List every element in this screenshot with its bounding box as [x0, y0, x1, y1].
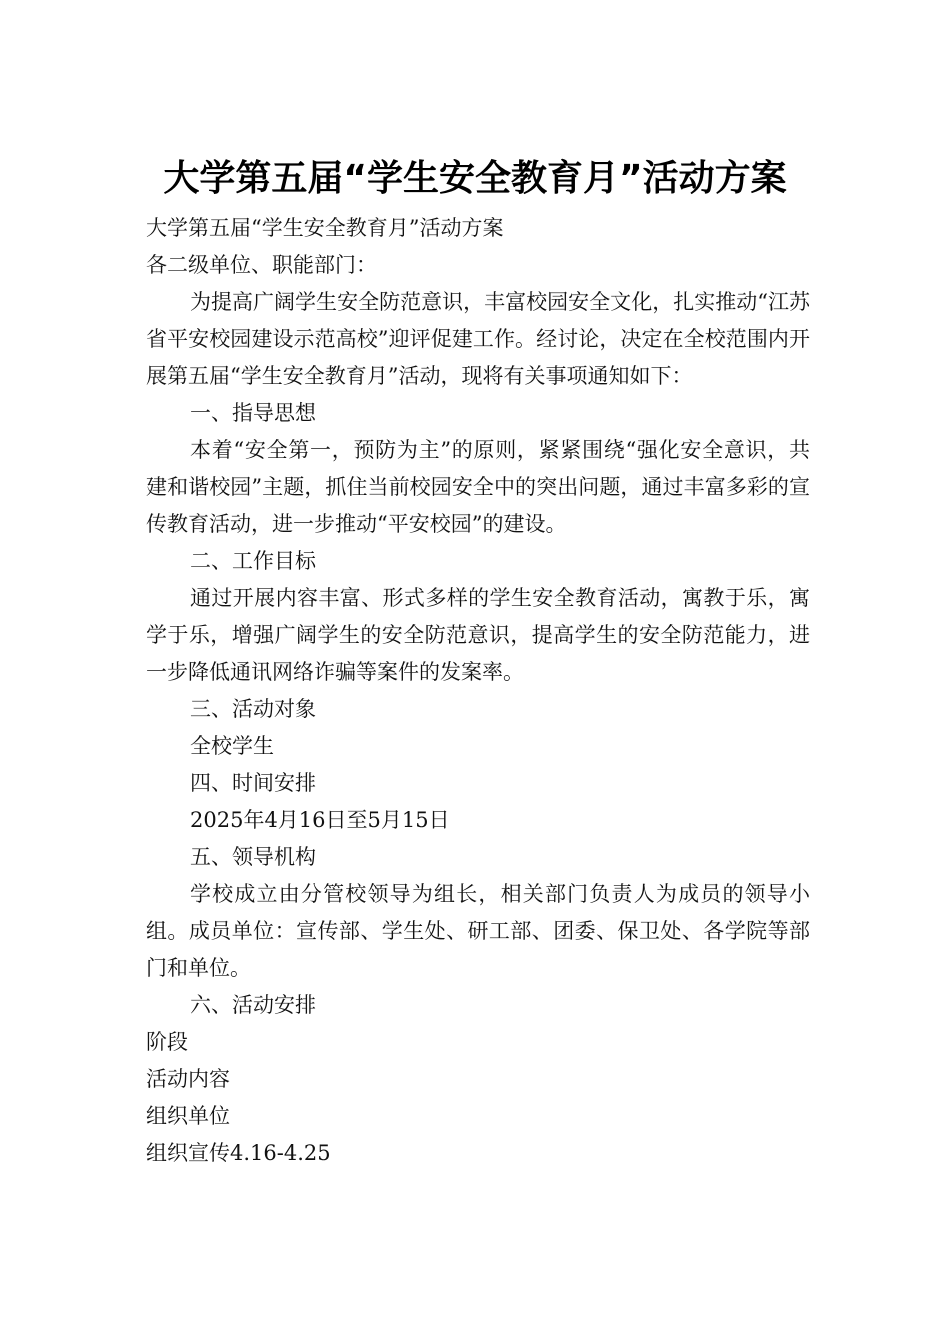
table-header-organizer: 组织单位	[146, 1104, 230, 1128]
table-header-stage: 阶段	[146, 1030, 188, 1054]
section-body-schedule: 2025年4月16日至5月15日	[190, 808, 450, 832]
section-heading-activity-plan: 六、活动安排	[190, 993, 316, 1017]
section-heading-schedule: 四、时间安排	[190, 771, 316, 795]
section-heading-target-audience: 三、活动对象	[190, 697, 316, 721]
section-body-target-audience: 全校学生	[190, 734, 274, 758]
section-heading-work-goal: 二、工作目标	[190, 549, 316, 573]
section-body-guiding-thought: 本着“安全第一，预防为主”的原则，紧紧围绕“强化安全意识，共建和谐校园”主题，抓住当前校园安全中的突出问题，通过丰富多彩的宣传教育活动，进一步推动“平安校园”的建设。	[146, 438, 810, 536]
intro-paragraph: 为提高广阔学生安全防范意识，丰富校园安全文化，扎实推动“江苏省平安校园建设示范高校”迎评促建工作。经讨论，决定在全校范围内开展第五届“学生安全教育月”活动，现将有关事项通知如下：	[146, 290, 810, 388]
document-body	[146, 210, 810, 1172]
document-title: 大学第五届“学生安全教育月”活动方案	[163, 158, 787, 200]
section-body-work-goal: 通过开展内容丰富、形式多样的学生安全教育活动，寓教于乐，寓学于乐，增强广阔学生的安全防范意识，提高学生的安全防范能力，进一步降低通讯网络诈骗等案件的发案率。	[146, 586, 810, 684]
section-heading-guiding-thought: 一、指导思想	[190, 401, 316, 425]
table-header-content: 活动内容	[146, 1067, 230, 1091]
section-body-leadership: 学校成立由分管校领导为组长，相关部门负责人为成员的领导小组。成员单位：宣传部、学生处、研工部、团委、保卫处、各学院等部门和单位。	[146, 882, 810, 980]
document-subtitle: 大学第五届“学生安全教育月”活动方案	[146, 216, 504, 240]
table-cell-first-stage: 组织宣传4.16-4.25	[146, 1141, 331, 1165]
salutation: 各二级单位、职能部门：	[146, 253, 377, 277]
section-heading-leadership: 五、领导机构	[190, 845, 316, 869]
